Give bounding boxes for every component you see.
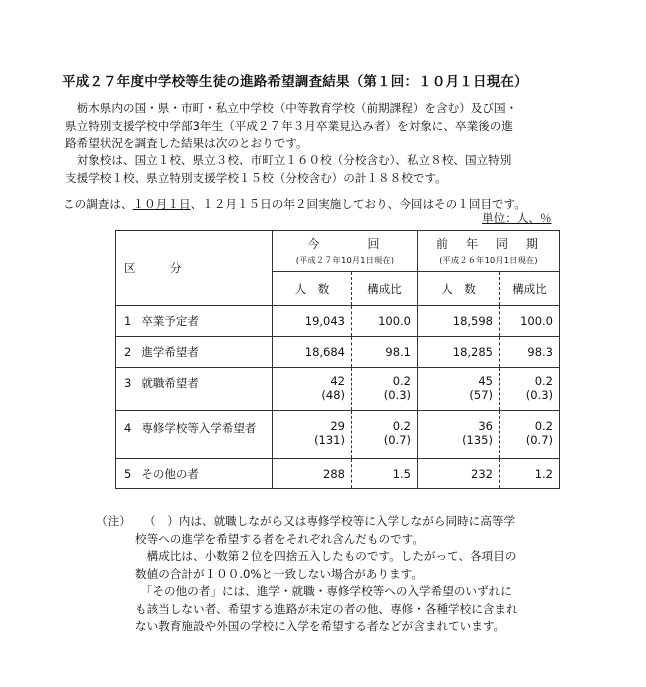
header-previous bbox=[418, 231, 560, 272]
cell-previous-ratio bbox=[500, 411, 560, 459]
intro-line: 県立特別支援学校中学部3年生（平成２７年３月卒業見込み者）を対象に、卒業後の進 bbox=[65, 118, 513, 133]
row-label bbox=[116, 411, 273, 459]
intro-line: 路希望状況を調査した結果は次のとおりです。 bbox=[65, 136, 308, 150]
row-label-text: 専修学校等入学希望者 bbox=[141, 421, 257, 435]
value-sub: (0.7) bbox=[525, 433, 553, 447]
value-sub: (0.7) bbox=[383, 433, 411, 447]
notes-marker: （注） bbox=[96, 514, 131, 528]
cell-previous-count bbox=[418, 411, 500, 459]
cell-current-count bbox=[273, 411, 352, 459]
intro-line: 支援学校１校、県立特別支援学校１５校（分校含む）の計１８８校です。 bbox=[65, 170, 447, 185]
row-label-text: 就職希望者 bbox=[141, 376, 199, 390]
row-number: 3 bbox=[124, 376, 132, 390]
row-number: 5 bbox=[124, 466, 132, 481]
value-sub: (0.3) bbox=[383, 388, 411, 402]
note-line: ない教育施設や外国の学校に入学を希望する者などが含まれています。 bbox=[135, 619, 506, 633]
cell-current-ratio bbox=[352, 368, 418, 411]
header-previous-date: (平成２６年10月1日現在) bbox=[439, 254, 538, 265]
cell-current-count: 18,684 bbox=[273, 337, 352, 368]
row-number: 1 bbox=[124, 314, 132, 328]
row-label-text: 進学希望者 bbox=[141, 345, 199, 359]
header-current-label: 今 回 bbox=[307, 236, 383, 251]
value: 29 bbox=[330, 419, 345, 433]
note-line: 「その他の者」には、進学・就職・専修学校等への入学希望のいずれに bbox=[135, 584, 512, 598]
cell-previous-ratio: 98.3 bbox=[500, 337, 560, 368]
cell-previous-ratio: 1.2 bbox=[500, 459, 560, 489]
header-current-date: (平成２７年10月1日現在) bbox=[295, 254, 395, 265]
survey-suffix: 、１２月１５日の年２回実施しており、今回はその１回目です。 bbox=[190, 197, 526, 211]
header-category-label: 区 分 bbox=[124, 261, 182, 275]
cell-current-count: 19,043 bbox=[273, 306, 352, 337]
value-sub: (135) bbox=[462, 433, 493, 447]
value: 36 bbox=[478, 419, 493, 433]
value-sub: (131) bbox=[314, 433, 345, 447]
value-sub: (57) bbox=[469, 388, 493, 402]
cell-previous-ratio bbox=[500, 368, 560, 411]
table-row bbox=[116, 368, 560, 411]
table-row bbox=[116, 459, 560, 489]
row-label bbox=[116, 337, 273, 368]
cell-previous-ratio: 100.0 bbox=[500, 306, 560, 337]
intro-line: 対象校は、国立１校、県立３校、市町立１６０校（分校含む）、私立８校、国立特別 bbox=[65, 153, 512, 167]
value: 0.2 bbox=[392, 419, 411, 433]
value-sub: (0.3) bbox=[525, 388, 553, 402]
row-label-text: その他の者 bbox=[141, 466, 199, 481]
intro-paragraph-1 bbox=[65, 100, 517, 153]
cell-previous-count bbox=[418, 368, 500, 411]
note-line: 数値の合計が１００.0%と一致しない場合があります。 bbox=[135, 566, 423, 581]
table-row bbox=[116, 411, 560, 459]
cell-current-count: 288 bbox=[273, 459, 352, 489]
cell-current-ratio bbox=[352, 411, 418, 459]
col-current-ratio: 構成比 bbox=[352, 272, 418, 306]
value: 0.2 bbox=[534, 374, 553, 388]
page-title: 平成２７年度中学校等生徒の進路希望調査結果（第１回：１０月１日現在） bbox=[62, 74, 528, 90]
row-label-text: 卒業予定者 bbox=[141, 314, 199, 328]
cell-current-ratio: 98.1 bbox=[352, 337, 418, 368]
survey-date: １０月１日 bbox=[132, 197, 191, 211]
col-previous-count: 人 数 bbox=[418, 272, 500, 306]
row-label bbox=[116, 368, 273, 411]
table-row bbox=[116, 306, 560, 337]
intro-line: 栃木県内の国・県・市町・私立中学校（中等教育学校（前期課程）を含む）及び国・ bbox=[65, 101, 518, 115]
table-row bbox=[116, 337, 560, 368]
value: 0.2 bbox=[392, 374, 411, 388]
value: 42 bbox=[330, 374, 345, 388]
intro-paragraph-2 bbox=[65, 152, 511, 187]
cell-current-ratio: 1.5 bbox=[352, 459, 418, 489]
results-table bbox=[115, 230, 560, 489]
value-sub: (48) bbox=[321, 388, 345, 402]
note-line: も該当しない者、希望する進路が未定の者の他、専修・各種学校に含まれ bbox=[135, 601, 518, 616]
cell-previous-count: 232 bbox=[418, 459, 500, 489]
survey-statement bbox=[63, 196, 526, 214]
note-line: （ ）内は、就職しながら又は専修学校等に入学しながら同時に高等学 bbox=[144, 514, 516, 528]
value: 0.2 bbox=[534, 419, 553, 433]
cell-previous-count: 18,285 bbox=[418, 337, 500, 368]
note-line: 構成比は、小数第２位を四捨五入したものです。したがって、各項目の bbox=[135, 549, 517, 563]
note-line: 校等への進学を希望する者をそれぞれ含んだものです。 bbox=[135, 531, 424, 546]
cell-current-ratio: 100.0 bbox=[352, 306, 418, 337]
row-number: 4 bbox=[124, 421, 132, 435]
unit-label: 単位：人、％ bbox=[482, 211, 552, 225]
header-row bbox=[116, 231, 560, 272]
header-category bbox=[116, 231, 273, 306]
value: 45 bbox=[478, 374, 493, 388]
row-label bbox=[116, 306, 273, 337]
survey-prefix: この調査は、 bbox=[63, 197, 133, 211]
row-label bbox=[116, 459, 273, 489]
row-number: 2 bbox=[124, 345, 132, 359]
header-previous-label: 前 年 同 期 bbox=[435, 236, 541, 251]
header-current bbox=[273, 231, 418, 272]
cell-previous-count: 18,598 bbox=[418, 306, 500, 337]
notes-body bbox=[135, 513, 518, 636]
col-current-count: 人 数 bbox=[273, 272, 352, 306]
cell-current-count bbox=[273, 368, 352, 411]
col-previous-ratio: 構成比 bbox=[500, 272, 560, 306]
